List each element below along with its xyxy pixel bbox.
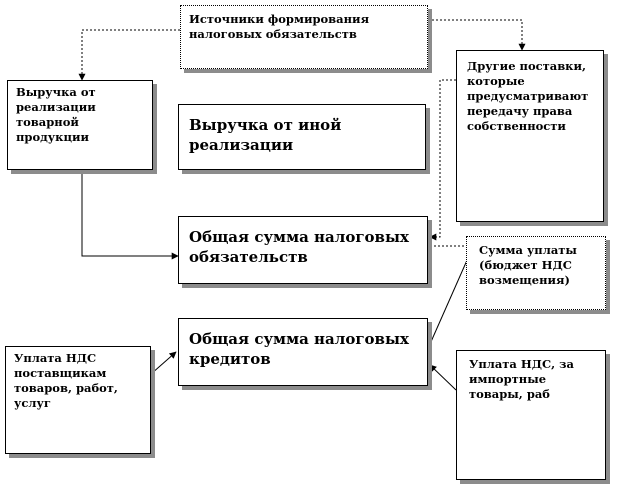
connector-payment-sum-to-credits [430,258,468,344]
connector-sources-to-revenue-goods [82,30,180,80]
node-other-supplies: Другие поставки, которые предусматривают передачу права собственности [456,50,604,222]
node-payment-sum: Сумма уплаты (бюджет НДС возмещения) [466,236,606,310]
connector-sources-to-other-supplies [428,20,522,50]
node-vat-import: Уплата НДС, за импортные товары, раб [456,350,606,480]
node-revenue-goods: Выручка от реализации товарной продукции [7,80,153,170]
connector-vat-suppliers-to-credits [151,352,176,374]
node-vat-suppliers: Уплата НДС поставщикам товаров, работ, услуг [5,346,151,454]
node-revenue-other: Выручка от иной реализации [178,104,426,170]
node-total-obligations: Общая сумма налоговых обязательств [178,216,428,284]
node-sources: Источники формирования налоговых обязательств [180,5,428,69]
connector-revenue-goods-to-obligations [82,170,178,256]
connector-other-supplies-to-obligations [430,80,456,237]
connector-vat-import-to-credits [430,365,456,390]
node-total-credits: Общая сумма налоговых кредитов [178,318,428,386]
